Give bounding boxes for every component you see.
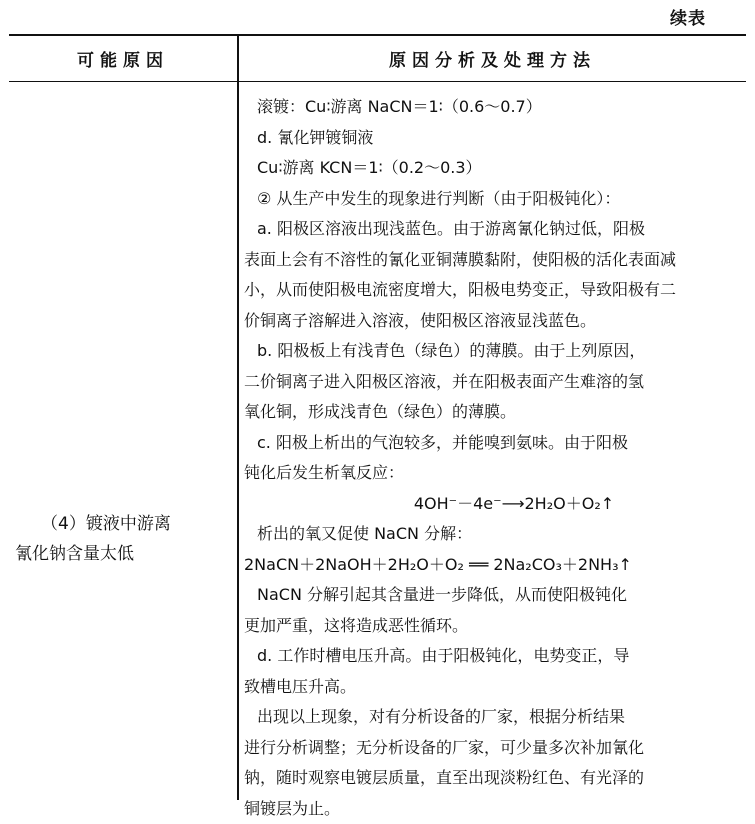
analysis-line: 更加严重，这将造成恶性循环。 [244,611,744,642]
analysis-line: 致槽电压升高。 [244,672,744,703]
cause-line-1: （4）镀液中游离 [15,509,230,539]
analysis-line: 表面上会有不溶性的氰化亚铜薄膜黏附，使阳极的活化表面减 [244,245,744,276]
analysis-line: ② 从生产中发生的现象进行判断（由于阳极钝化）： [244,184,744,215]
analysis-line: 4OH⁻－4e⁻⟶2H₂O＋O₂↑ [244,489,744,520]
analysis-line: c. 阳极上析出的气泡较多，并能嗅到氨味。由于阳极 [244,428,744,459]
analysis-line: 铜镀层为止。 [244,794,744,824]
analysis-line: 氧化铜，形成浅青色（绿色）的薄膜。 [244,397,744,428]
table-header-row [9,36,746,82]
analysis-line: 小，从而使阳极电流密度增大，阳极电势变正，导致阳极有二 [244,275,744,306]
analysis-line: b. 阳极板上有浅青色（绿色）的薄膜。由于上列原因， [244,336,744,367]
analysis-line: 价铜离子溶解进入溶液，使阳极区溶液显浅蓝色。 [244,306,744,337]
cause-analysis-table [9,34,746,800]
analysis-line: a. 阳极区溶液出现浅蓝色。由于游离氰化钠过低，阳极 [244,214,744,245]
cause-cell [15,509,230,569]
analysis-line: 二价铜离子进入阳极区溶液，并在阳极表面产生难溶的氢 [244,367,744,398]
analysis-line: 滚镀：Cu∶游离 NaCN＝1∶（0.6～0.7） [244,92,744,123]
analysis-line: 析出的氧又促使 NaCN 分解： [244,519,744,550]
header-analysis-method: 原因分析及处理方法 [239,36,746,81]
column-divider [237,36,239,800]
analysis-line: 2NaCN＋2NaOH＋2H₂O＋O₂ ══ 2Na₂CO₃＋2NH₃↑ [244,550,744,581]
analysis-line: Cu∶游离 KCN＝1∶（0.2～0.3） [244,153,744,184]
cause-line-2: 氰化钠含量太低 [15,539,230,569]
analysis-line: d. 氰化钾镀铜液 [244,123,744,154]
analysis-line: 钝化后发生析氧反应： [244,458,744,489]
analysis-line: NaCN 分解引起其含量进一步降低，从而使阳极钝化 [244,580,744,611]
analysis-line: 出现以上现象，对有分析设备的厂家，根据分析结果 [244,702,744,733]
analysis-line: 钠，随时观察电镀层质量，直至出现淡粉红色、有光泽的 [244,763,744,794]
analysis-line: d. 工作时槽电压升高。由于阳极钝化，电势变正，导 [244,641,744,672]
header-possible-cause: 可能原因 [9,36,237,81]
analysis-cell [244,92,744,824]
continued-table-label: 续表 [670,4,706,29]
analysis-line: 进行分析调整；无分析设备的厂家，可少量多次补加氰化 [244,733,744,764]
